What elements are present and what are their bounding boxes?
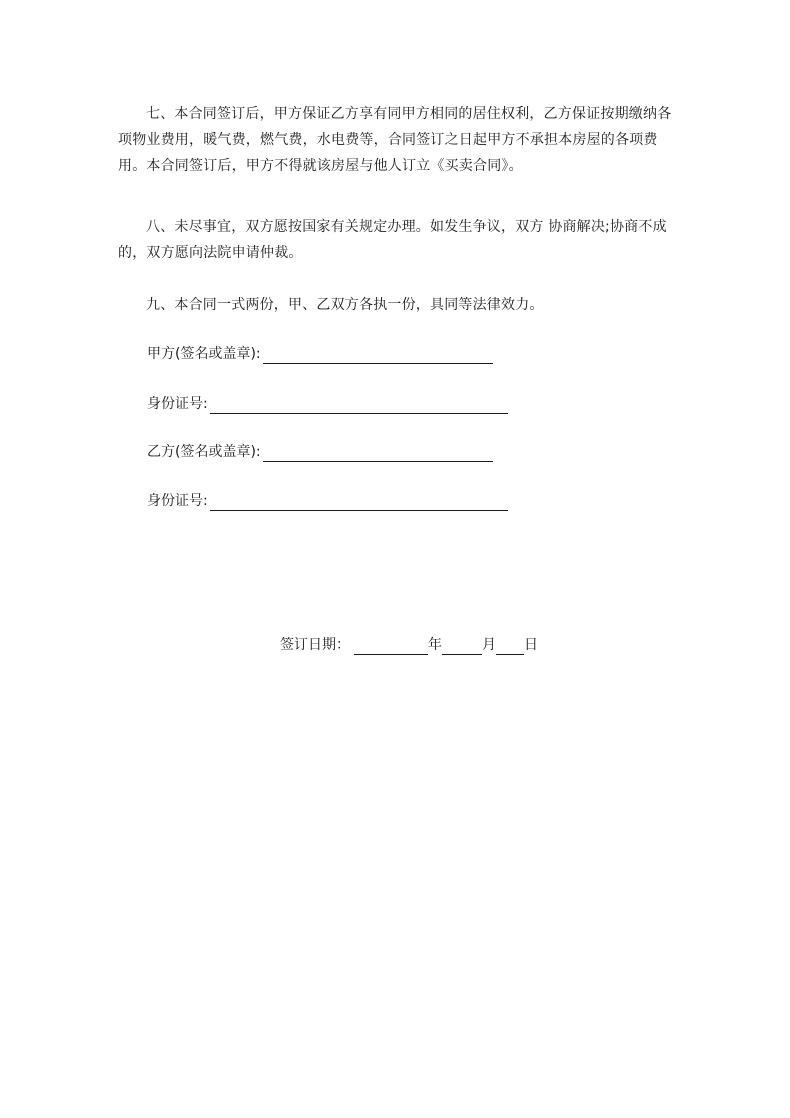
party-a-signature-field [147,344,493,364]
party-a-signature-line[interactable] [263,347,493,364]
party-a-signature-label: 甲方(签名或盖章): [147,346,261,362]
date-month-line[interactable] [442,638,482,655]
clause-seven: 七、本合同签订后，甲方保证乙方享有同甲方相同的居住权利，乙方保证按期缴纳各项物业费用，暖气费，燃气费，水电费等，合同签订之日起甲方不承担本房屋的各项费用。本合同签订后，甲方不得就该房屋与他人订立《买卖合同》。 [118,106,672,174]
date-day-unit: 日 [524,637,538,653]
clause-nine: 九、本合同一式两份，甲、乙双方各执一份，具同等法律效力。 [146,297,544,313]
date-year-line[interactable] [354,638,428,655]
date-month-unit: 月 [482,637,496,653]
date-year-unit: 年 [428,637,442,653]
party-b-id-line[interactable] [210,494,508,511]
party-b-signature-label: 乙方(签名或盖章): [147,444,261,460]
party-a-id-label: 身份证号: [147,396,208,412]
party-b-id-field [147,491,508,511]
party-b-signature-field [147,442,493,462]
date-day-line[interactable] [496,638,524,655]
party-b-signature-line[interactable] [263,445,493,462]
party-a-id-field [147,394,508,414]
party-b-id-label: 身份证号: [147,493,208,509]
clause-eight: 八、未尽事宜，双方愿按国家有关规定办理。如发生争议，双方 协商解决;协商不成的，双方愿向法院申请仲裁。 [118,219,667,261]
party-a-id-line[interactable] [210,397,508,414]
signing-date [280,635,538,655]
signing-date-label: 签订日期： [280,637,350,653]
